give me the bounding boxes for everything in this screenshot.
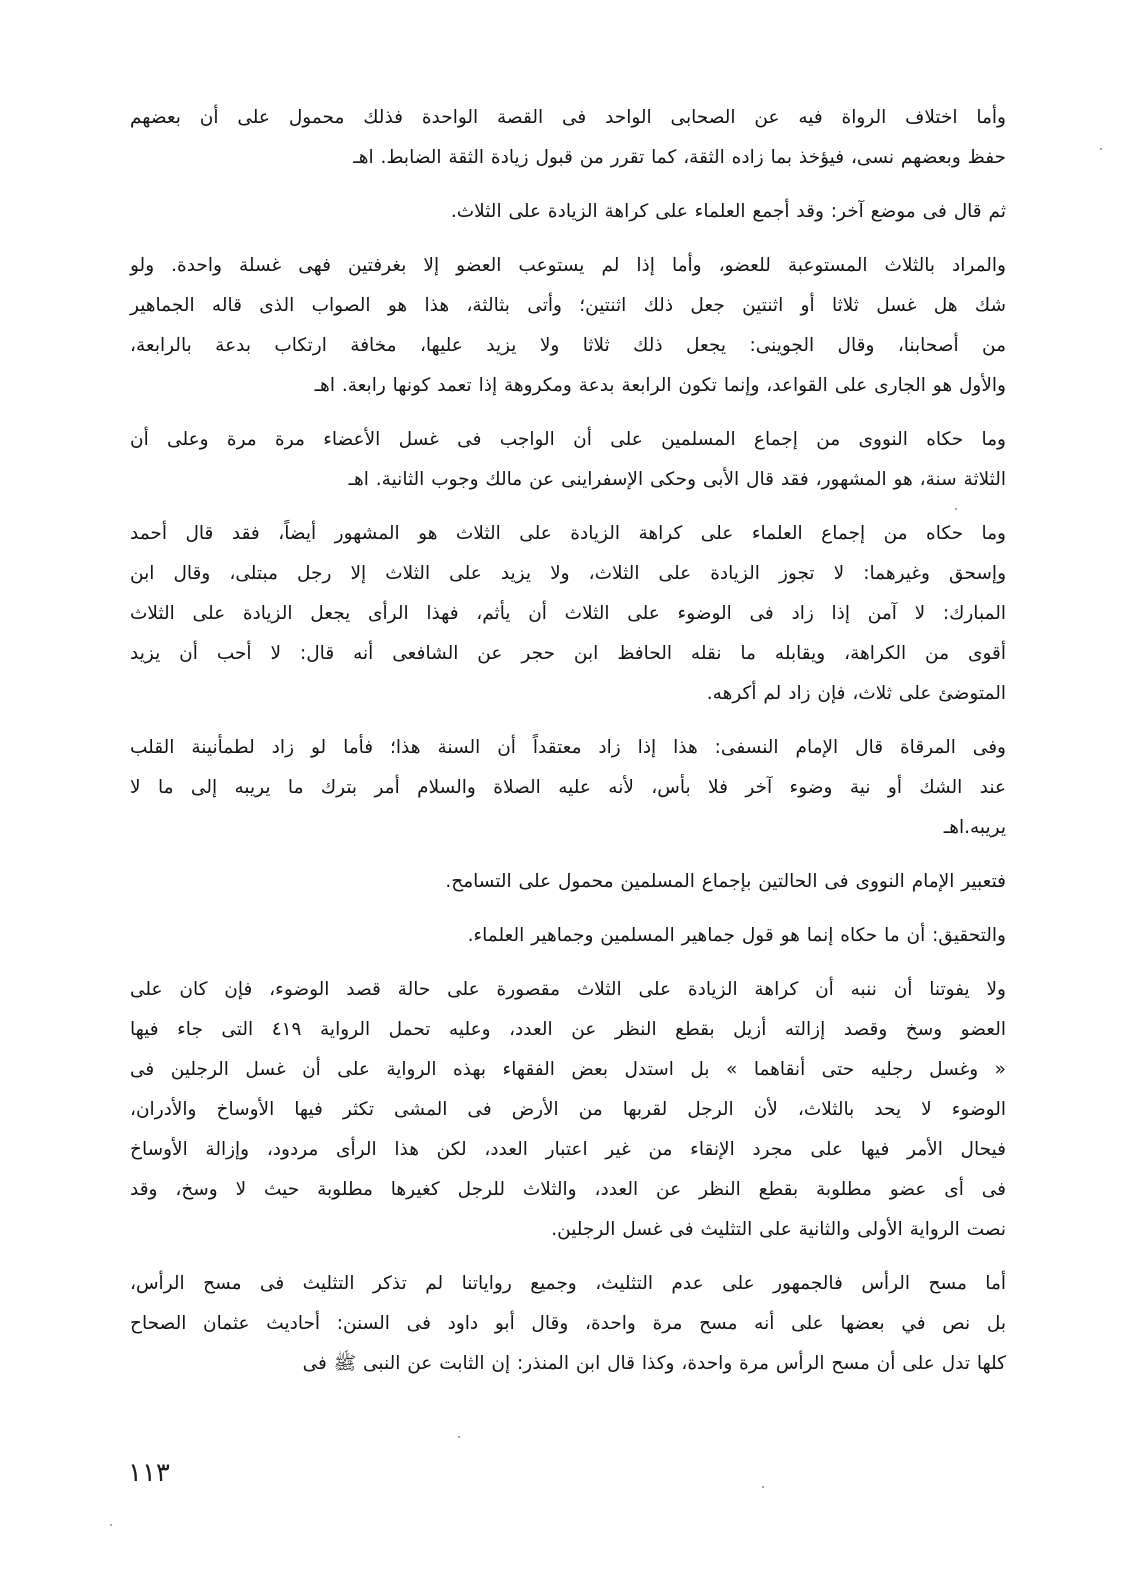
text-line: المتوضئ على ثلاث، فإن زاد لم أكرهه. bbox=[706, 683, 1006, 704]
text-line: أما مسح الرأس فالجمهور على عدم التثليث، وجميع رواياتنا لم تذكر التثليث فى مسح الرأس، bbox=[130, 1273, 1006, 1294]
scan-speck bbox=[458, 1436, 460, 1438]
text-line: الوضوء لا يحد بالثلاث، لأن الرجل لقربها من الأرض فى المشى تكثر فيها الأوساخ والأدران، bbox=[130, 1099, 1006, 1120]
paragraph bbox=[130, 420, 1006, 500]
text-line: فيحال الأمر فيها على مجرد الإنقاء من غير اعتبار العدد، لكن هذا الرأى مردود، وإزالة الأوساخ bbox=[130, 1139, 1006, 1160]
scan-speck bbox=[1100, 148, 1102, 150]
text-line: نصت الرواية الأولى والثانية على التثليث فى غسل الرجلين. bbox=[551, 1219, 1006, 1240]
text-line: ولا يفوتنا أن ننبه أن كراهة الزيادة على الثلاث مقصورة على حالة قصد الوضوء، فإن كان على bbox=[130, 979, 1006, 1000]
text-line: فتعبير الإمام النووى فى الحالتين بإجماع المسلمين محمول على التسامح. bbox=[445, 871, 1006, 892]
paragraph bbox=[130, 916, 1006, 956]
text-line: من أصحابنا، وقال الجوينى: يجعل ذلك ثلاثا ولا يزيد عليها، مخافة ارتكاب بدعة بالرابعة، bbox=[130, 335, 1006, 356]
scan-speck bbox=[110, 1524, 112, 1526]
text-line: وما حكاه من إجماع العلماء على كراهة الزيادة على الثلاث هو المشهور أيضاً، فقد قال أحمد bbox=[130, 523, 1006, 544]
text-line: كلها تدل على أن مسح الرأس مرة واحدة، وكذا قال ابن المنذر: إن الثابت عن النبى ﷺ فى bbox=[302, 1353, 1006, 1374]
text-line: ثم قال فى موضع آخر: وقد أجمع العلماء على كراهة الزيادة على الثلاث. bbox=[450, 201, 1006, 222]
text-line: الثلاثة سنة، هو المشهور، فقد قال الأبى وحكى الإسفراينى عن مالك وجوب الثانية. اهـ bbox=[348, 469, 1006, 490]
paragraph bbox=[130, 514, 1006, 714]
paragraph bbox=[130, 98, 1006, 178]
text-line: وأما اختلاف الرواة فيه عن الصحابى الواحد فى القصة الواحدة فذلك محمول على أن بعضهم bbox=[130, 107, 1006, 128]
text-line: العضو وسخ وقصد إزالته أزيل بقطع النظر عن العدد، وعليه تحمل الرواية ٤١٩ التى جاء فيها bbox=[130, 1019, 1006, 1040]
text-line: « وغسل رجليه حتى أنقاهما » بل استدل بعض الفقهاء بهذه الرواية على أن غسل الرجلين فى bbox=[130, 1059, 1006, 1080]
paragraph bbox=[130, 862, 1006, 902]
text-line: المبارك: لا آمن إذا زاد فى الوضوء على الثلاث أن يأثم، فهذا الرأى يجعل الزيادة على الثلاث bbox=[130, 603, 1006, 624]
text-line: والتحقيق: أن ما حكاه إنما هو قول جماهير المسلمين وجماهير العلماء. bbox=[467, 925, 1006, 946]
paragraph bbox=[130, 728, 1006, 848]
text-line: وإسحق وغيرهما: لا تجوز الزيادة على الثلاث، ولا يزيد على الثلاث إلا رجل مبتلى، وقال ابن bbox=[130, 563, 1006, 584]
paragraph bbox=[130, 246, 1006, 406]
text-line: يريبه.اهـ bbox=[943, 817, 1006, 838]
text-line: فى أى عضو مطلوبة بقطع النظر عن العدد، والثلاث للرجل كغيرها مطلوبة حيث لا وسخ، وقد bbox=[130, 1179, 1006, 1200]
paragraph bbox=[130, 970, 1006, 1250]
text-line: شك هل غسل ثلاثا أو اثنتين جعل ذلك اثنتين؛ وأتى بثالثة، هذا هو الصواب الذى قاله الجماهير bbox=[130, 295, 1006, 316]
paragraph bbox=[130, 1264, 1006, 1384]
paragraph bbox=[130, 192, 1006, 232]
text-line: بل نص في بعضها على أنه مسح مرة واحدة، وقال أبو داود فى السنن: أحاديث عثمان الصحاح bbox=[130, 1313, 1006, 1334]
scan-speck bbox=[955, 508, 957, 510]
text-line: أقوى من الكراهة، ويقابله ما نقله الحافظ ابن حجر عن الشافعى أنه قال: لا أحب أن يزيد bbox=[130, 643, 1006, 664]
scan-speck bbox=[762, 1486, 764, 1488]
text-line: وفى المرقاة قال الإمام النسفى: هذا إذا زاد معتقداً أن السنة هذا؛ فأما لو زاد لطمأنينة القلب bbox=[130, 737, 1006, 758]
text-line: حفظ وبعضهم نسى، فيؤخذ بما زاده الثقة، كما تقرر من قبول زيادة الثقة الضابط. اهـ bbox=[353, 147, 1006, 168]
text-line: عند الشك أو نية وضوء آخر فلا بأس، لأنه عليه الصلاة والسلام أمر بترك ما يريبه إلى ما لا bbox=[130, 777, 1006, 798]
page-body bbox=[130, 98, 1006, 1398]
text-line: والأول هو الجارى على القواعد، وإنما تكون الرابعة بدعة ومكروهة إذا تعمد كونها رابعة. اهـ bbox=[314, 375, 1006, 396]
text-line: والمراد بالثلاث المستوعبة للعضو، وأما إذا لم يستوعب العضو إلا بغرفتين فهى غسلة واحدة. ولو bbox=[130, 255, 1006, 276]
page-number: ١١٣ bbox=[128, 1458, 170, 1488]
text-line: وما حكاه النووى من إجماع المسلمين على أن الواجب فى غسل الأعضاء مرة مرة وعلى أن bbox=[130, 429, 1006, 450]
